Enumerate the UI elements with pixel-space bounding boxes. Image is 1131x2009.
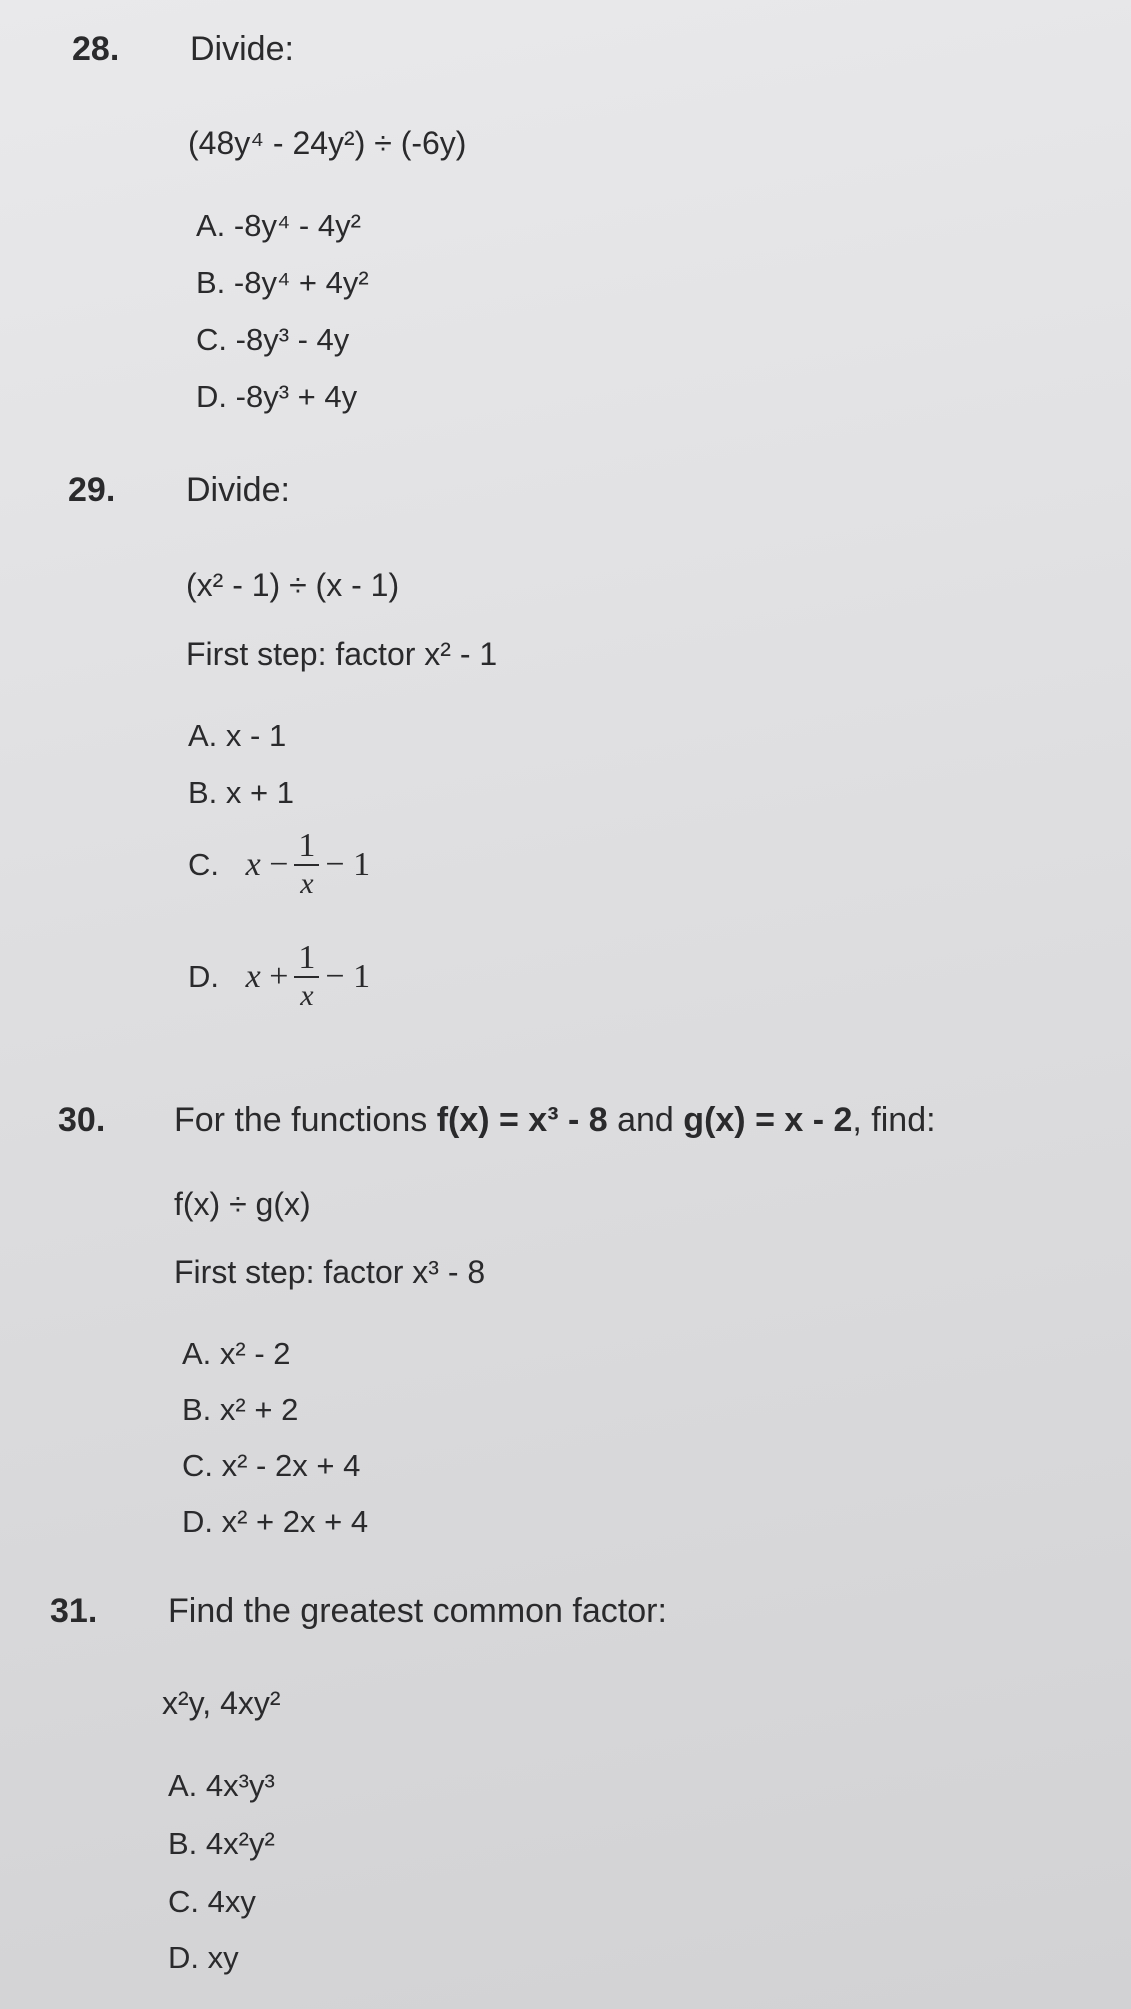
option-c[interactable]: C. x² - 2x + 4: [182, 1448, 361, 1483]
question-hint: First step: factor x³ - 8: [174, 1254, 486, 1290]
option-b[interactable]: B. x + 1: [188, 775, 294, 810]
question-number: 29.: [68, 471, 116, 509]
option-b[interactable]: B. x² + 2: [182, 1392, 299, 1427]
fraction: $\frac{1}{x}$: [294, 828, 319, 902]
option-c-math: x −: [245, 845, 289, 883]
question-prompt: Divide:: [186, 471, 290, 509]
question-number: 31.: [50, 1592, 98, 1630]
fraction: $\frac{1}{x}$: [294, 940, 319, 1014]
option-a[interactable]: A. x² - 2: [182, 1336, 291, 1371]
question-hint: First step: factor x² - 1: [186, 636, 498, 672]
question-prompt: Find the greatest common factor:: [168, 1592, 667, 1630]
option-d[interactable]: D. x² + 2x + 4: [182, 1504, 369, 1539]
option-b[interactable]: B. -8y⁴ + 4y²: [196, 265, 369, 300]
option-d[interactable]: D. x + $\frac{1}{x}$ − 1: [188, 939, 371, 1012]
option-d-math: x +: [245, 957, 289, 995]
option-a[interactable]: A. -8y⁴ - 4y²: [196, 208, 361, 243]
option-c[interactable]: C. -8y³ - 4y: [196, 322, 350, 357]
option-d[interactable]: D. xy: [168, 1940, 239, 1975]
option-a[interactable]: A. x - 1: [188, 718, 287, 753]
question-expression: x²y, 4xy²: [162, 1685, 281, 1721]
option-b[interactable]: B. 4x²y²: [168, 1826, 275, 1861]
question-number: 28.: [72, 30, 120, 68]
question-expression: (48y⁴ - 24y²) ÷ (-6y): [188, 125, 467, 161]
question-prompt: For the functions f(x) = x³ - 8 and g(x) = x - 2, find:: [174, 1101, 936, 1139]
option-c[interactable]: C. 4xy: [168, 1884, 256, 1919]
question-expression: (x² - 1) ÷ (x - 1): [186, 567, 400, 603]
option-d[interactable]: D. -8y³ + 4y: [196, 379, 358, 414]
option-c[interactable]: C. x − $\frac{1}{x}$ − 1: [188, 827, 371, 900]
question-prompt: Divide:: [190, 30, 294, 68]
question-number: 30.: [58, 1101, 106, 1139]
option-a[interactable]: A. 4x³y³: [168, 1768, 275, 1803]
question-expression: f(x) ÷ g(x): [174, 1186, 311, 1222]
